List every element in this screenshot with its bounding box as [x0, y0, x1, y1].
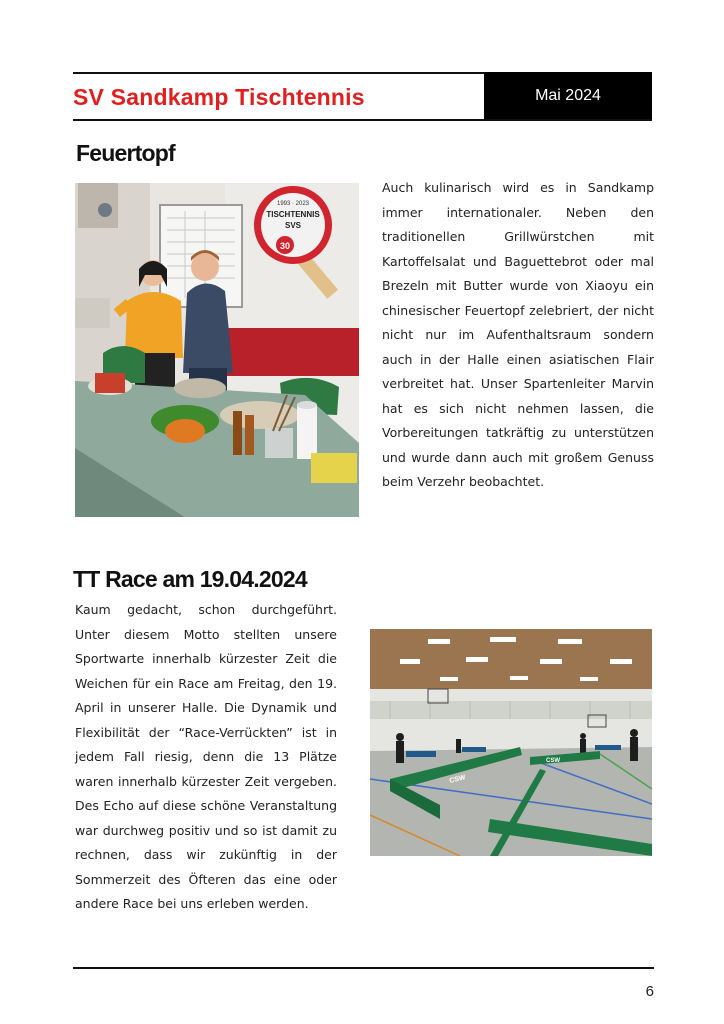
header-bottom-rule — [73, 119, 652, 121]
feuertopf-article-text: Auch kulinarisch wird es in Sandkamp immer internationaler. Neben den traditionellen Grillwürstchen mit Kartoffelsalat und Baguettebrot oder mal Brezeln mit Butter wurde von Xiaoyu ein chinesischer Feuertopf zelebriert, der nicht nicht nur im Aufenthaltsraum sondern auch in der Halle einen asiatischen Flair verbreitet hat. Unser Spartenleiter Marvin hat es sich nicht nehmen lassen, die Vorbereitungen tatkräftig zu unterstützen und wurde dann auch mit großem Genuss beim Verzehr beobachtet. — [382, 180, 654, 489]
newsletter-title: SV Sandkamp Tischtennis — [73, 84, 365, 110]
section-heading-feuertopf: Feuertopf — [76, 140, 175, 166]
svg-text:CSW: CSW — [448, 774, 467, 785]
issue-date: Mai 2024 — [535, 87, 601, 104]
page-number: 6 — [645, 983, 654, 1000]
svg-text:30: 30 — [279, 241, 291, 251]
svg-text:CSW: CSW — [546, 758, 560, 764]
svg-text:1993 · 2023: 1993 · 2023 — [276, 201, 310, 207]
photo-feuertopf — [75, 183, 359, 517]
svg-text:TISCHTENNIS: TISCHTENNIS — [266, 210, 320, 219]
section-heading-tt-race: TT Race am 19.04.2024 — [73, 566, 307, 592]
tt-race-article-text: Kaum gedacht, schon durchgeführt. Unter diesem Motto stellten unsere Sportwarte innerhalb kürzester Zeit die Weichen für ein Race am Freitag, den 19. April in unserer Halle. Die Dynamik und Flexibilität der “Race-Verrückten” ist in jedem Fall riesig, denn die 13 Plätze waren innerhalb kürzester Zeit vergeben. Des Echo auf diese schöne Veranstaltung war durchweg positiv und so ist damit zu rechnen, dass wir zukünftig in der Sommerzeit des Öfteren das eine oder andere Race bei uns erleben werden. — [75, 602, 337, 911]
issue-date-box — [484, 72, 652, 121]
photo-tt-race-hall — [370, 629, 652, 856]
svg-text:SVS: SVS — [284, 221, 302, 230]
footer-rule — [73, 967, 654, 969]
